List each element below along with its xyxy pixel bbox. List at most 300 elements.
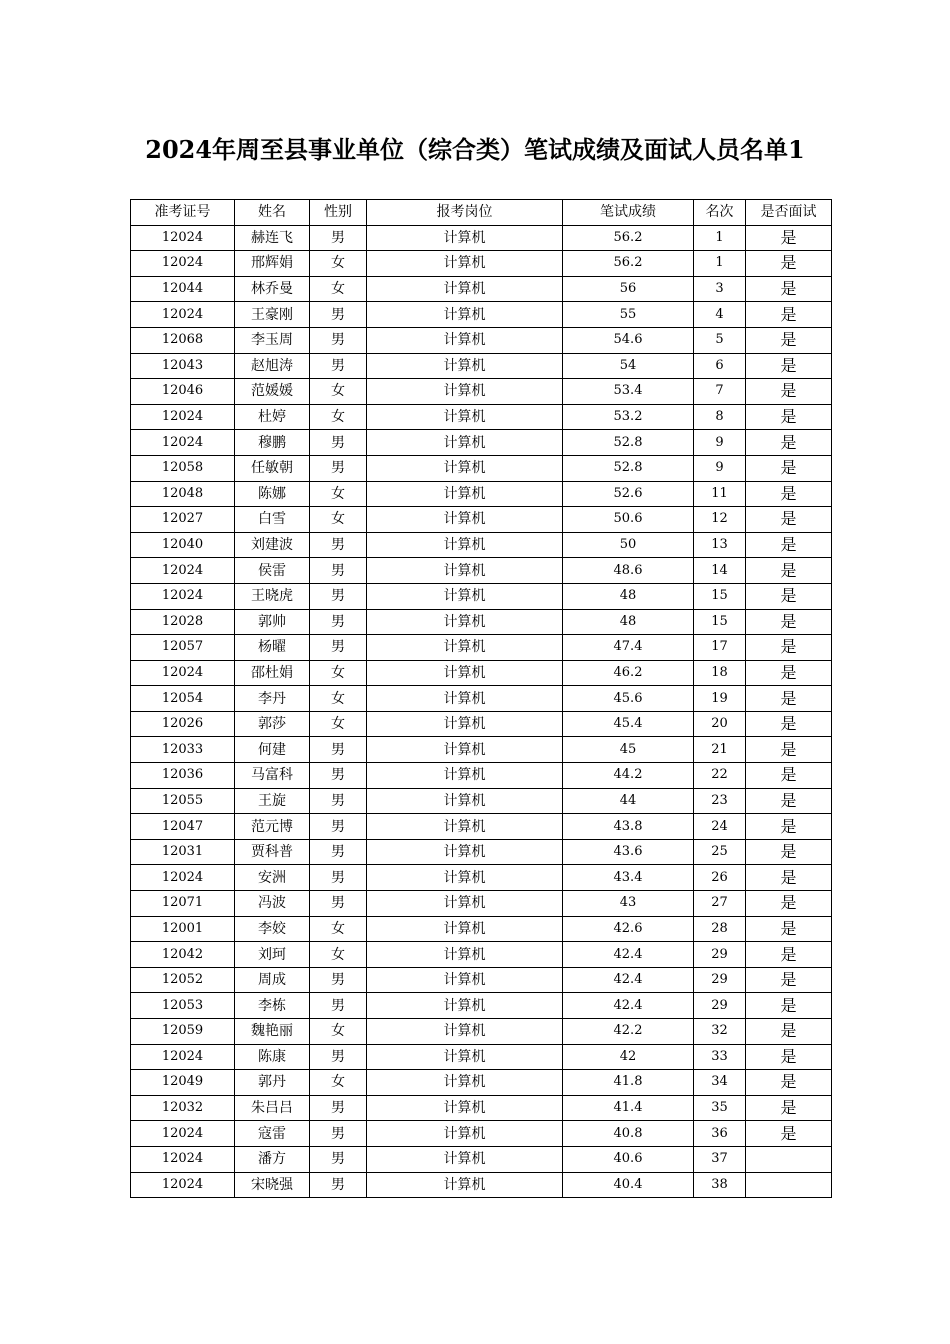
table-row bbox=[131, 251, 832, 277]
name-cell: 宋晓强 bbox=[235, 1172, 310, 1198]
interview-cell: 是 bbox=[746, 404, 832, 430]
score-cell: 48 bbox=[563, 583, 694, 609]
gender-cell: 女 bbox=[310, 251, 367, 277]
gender-cell: 男 bbox=[310, 763, 367, 789]
gender-cell: 男 bbox=[310, 1172, 367, 1198]
gender-cell: 男 bbox=[310, 865, 367, 891]
header-interview: 是否面试 bbox=[746, 200, 832, 226]
rank-cell: 24 bbox=[694, 814, 746, 840]
name-cell: 魏艳丽 bbox=[235, 1019, 310, 1045]
score-cell: 54 bbox=[563, 353, 694, 379]
score-cell: 43.4 bbox=[563, 865, 694, 891]
position-cell: 计算机 bbox=[367, 635, 563, 661]
rank-cell: 35 bbox=[694, 1095, 746, 1121]
exam-id-cell: 12054 bbox=[131, 686, 235, 712]
interview-cell: 是 bbox=[746, 609, 832, 635]
score-cell: 50 bbox=[563, 532, 694, 558]
position-cell: 计算机 bbox=[367, 891, 563, 917]
rank-cell: 23 bbox=[694, 788, 746, 814]
score-cell: 52.8 bbox=[563, 455, 694, 481]
name-cell: 李栋 bbox=[235, 993, 310, 1019]
gender-cell: 男 bbox=[310, 635, 367, 661]
position-cell: 计算机 bbox=[367, 1121, 563, 1147]
position-cell: 计算机 bbox=[367, 609, 563, 635]
score-cell: 43 bbox=[563, 891, 694, 917]
gender-cell: 女 bbox=[310, 686, 367, 712]
exam-id-cell: 12024 bbox=[131, 1146, 235, 1172]
position-cell: 计算机 bbox=[367, 225, 563, 251]
name-cell: 王旋 bbox=[235, 788, 310, 814]
exam-id-cell: 12053 bbox=[131, 993, 235, 1019]
exam-id-cell: 12024 bbox=[131, 404, 235, 430]
name-cell: 李姣 bbox=[235, 916, 310, 942]
exam-id-cell: 12047 bbox=[131, 814, 235, 840]
name-cell: 赵旭涛 bbox=[235, 353, 310, 379]
interview-cell: 是 bbox=[746, 327, 832, 353]
interview-cell: 是 bbox=[746, 507, 832, 533]
page-title: 2024年周至县事业单位（综合类）笔试成绩及面试人员名单1 bbox=[145, 135, 805, 164]
position-cell: 计算机 bbox=[367, 507, 563, 533]
gender-cell: 女 bbox=[310, 942, 367, 968]
rank-cell: 29 bbox=[694, 993, 746, 1019]
gender-cell: 男 bbox=[310, 455, 367, 481]
gender-cell: 男 bbox=[310, 1121, 367, 1147]
exam-id-cell: 12049 bbox=[131, 1070, 235, 1096]
exam-id-cell: 12042 bbox=[131, 942, 235, 968]
table-row bbox=[131, 1070, 832, 1096]
exam-id-cell: 12024 bbox=[131, 1044, 235, 1070]
gender-cell: 女 bbox=[310, 1019, 367, 1045]
rank-cell: 1 bbox=[694, 251, 746, 277]
position-cell: 计算机 bbox=[367, 660, 563, 686]
name-cell: 穆鹏 bbox=[235, 430, 310, 456]
position-cell: 计算机 bbox=[367, 993, 563, 1019]
position-cell: 计算机 bbox=[367, 1095, 563, 1121]
table-row bbox=[131, 430, 832, 456]
exam-id-cell: 12024 bbox=[131, 251, 235, 277]
score-cell: 42.6 bbox=[563, 916, 694, 942]
score-cell: 48 bbox=[563, 609, 694, 635]
table-row bbox=[131, 1095, 832, 1121]
exam-id-cell: 12024 bbox=[131, 1172, 235, 1198]
position-cell: 计算机 bbox=[367, 1146, 563, 1172]
interview-cell: 是 bbox=[746, 1070, 832, 1096]
interview-cell: 是 bbox=[746, 788, 832, 814]
rank-cell: 5 bbox=[694, 327, 746, 353]
position-cell: 计算机 bbox=[367, 814, 563, 840]
gender-cell: 男 bbox=[310, 225, 367, 251]
exam-id-cell: 12001 bbox=[131, 916, 235, 942]
interview-cell: 是 bbox=[746, 379, 832, 405]
name-cell: 范元博 bbox=[235, 814, 310, 840]
rank-cell: 20 bbox=[694, 711, 746, 737]
rank-cell: 9 bbox=[694, 430, 746, 456]
score-cell: 44.2 bbox=[563, 763, 694, 789]
interview-cell: 是 bbox=[746, 251, 832, 277]
rank-cell: 6 bbox=[694, 353, 746, 379]
rank-cell: 22 bbox=[694, 763, 746, 789]
score-cell: 40.8 bbox=[563, 1121, 694, 1147]
table-row bbox=[131, 353, 832, 379]
gender-cell: 男 bbox=[310, 302, 367, 328]
name-cell: 寇雷 bbox=[235, 1121, 310, 1147]
rank-cell: 8 bbox=[694, 404, 746, 430]
exam-id-cell: 12024 bbox=[131, 558, 235, 584]
name-cell: 潘方 bbox=[235, 1146, 310, 1172]
position-cell: 计算机 bbox=[367, 839, 563, 865]
table-row bbox=[131, 1121, 832, 1147]
position-cell: 计算机 bbox=[367, 532, 563, 558]
name-cell: 郭帅 bbox=[235, 609, 310, 635]
interview-cell: 是 bbox=[746, 532, 832, 558]
table-row bbox=[131, 711, 832, 737]
position-cell: 计算机 bbox=[367, 1172, 563, 1198]
table-row bbox=[131, 967, 832, 993]
exam-id-cell: 12055 bbox=[131, 788, 235, 814]
table-row bbox=[131, 1146, 832, 1172]
gender-cell: 男 bbox=[310, 1146, 367, 1172]
gender-cell: 男 bbox=[310, 993, 367, 1019]
position-cell: 计算机 bbox=[367, 865, 563, 891]
score-cell: 43.6 bbox=[563, 839, 694, 865]
name-cell: 杜婷 bbox=[235, 404, 310, 430]
interview-cell: 是 bbox=[746, 763, 832, 789]
rank-cell: 26 bbox=[694, 865, 746, 891]
score-cell: 53.4 bbox=[563, 379, 694, 405]
interview-cell: 是 bbox=[746, 967, 832, 993]
position-cell: 计算机 bbox=[367, 942, 563, 968]
table-row bbox=[131, 302, 832, 328]
gender-cell: 女 bbox=[310, 1070, 367, 1096]
position-cell: 计算机 bbox=[367, 583, 563, 609]
header-rank: 名次 bbox=[694, 200, 746, 226]
rank-cell: 34 bbox=[694, 1070, 746, 1096]
interview-cell: 是 bbox=[746, 660, 832, 686]
position-cell: 计算机 bbox=[367, 967, 563, 993]
score-cell: 55 bbox=[563, 302, 694, 328]
interview-cell: 是 bbox=[746, 276, 832, 302]
name-cell: 王豪刚 bbox=[235, 302, 310, 328]
rank-cell: 32 bbox=[694, 1019, 746, 1045]
exam-id-cell: 12046 bbox=[131, 379, 235, 405]
gender-cell: 男 bbox=[310, 327, 367, 353]
table-row bbox=[131, 379, 832, 405]
position-cell: 计算机 bbox=[367, 379, 563, 405]
gender-cell: 男 bbox=[310, 967, 367, 993]
score-cell: 44 bbox=[563, 788, 694, 814]
name-cell: 邢辉娟 bbox=[235, 251, 310, 277]
table-row bbox=[131, 276, 832, 302]
interview-cell: 是 bbox=[746, 1019, 832, 1045]
name-cell: 马富科 bbox=[235, 763, 310, 789]
rank-cell: 7 bbox=[694, 379, 746, 405]
name-cell: 李玉周 bbox=[235, 327, 310, 353]
interview-cell: 是 bbox=[746, 1095, 832, 1121]
table-row bbox=[131, 455, 832, 481]
score-cell: 42.4 bbox=[563, 967, 694, 993]
exam-id-cell: 12059 bbox=[131, 1019, 235, 1045]
table-row bbox=[131, 865, 832, 891]
interview-cell: 是 bbox=[746, 814, 832, 840]
name-cell: 何建 bbox=[235, 737, 310, 763]
position-cell: 计算机 bbox=[367, 302, 563, 328]
name-cell: 杨曜 bbox=[235, 635, 310, 661]
score-cell: 53.2 bbox=[563, 404, 694, 430]
interview-cell: 是 bbox=[746, 558, 832, 584]
name-cell: 侯雷 bbox=[235, 558, 310, 584]
score-cell: 42.4 bbox=[563, 942, 694, 968]
gender-cell: 男 bbox=[310, 737, 367, 763]
position-cell: 计算机 bbox=[367, 1019, 563, 1045]
gender-cell: 女 bbox=[310, 276, 367, 302]
score-cell: 41.4 bbox=[563, 1095, 694, 1121]
name-cell: 王晓虎 bbox=[235, 583, 310, 609]
score-cell: 42 bbox=[563, 1044, 694, 1070]
score-cell: 40.6 bbox=[563, 1146, 694, 1172]
rank-cell: 29 bbox=[694, 967, 746, 993]
rank-cell: 36 bbox=[694, 1121, 746, 1147]
score-cell: 56.2 bbox=[563, 251, 694, 277]
interview-cell: 是 bbox=[746, 865, 832, 891]
gender-cell: 男 bbox=[310, 558, 367, 584]
score-cell: 52.8 bbox=[563, 430, 694, 456]
exam-id-cell: 12024 bbox=[131, 302, 235, 328]
rank-cell: 38 bbox=[694, 1172, 746, 1198]
interview-cell: 是 bbox=[746, 942, 832, 968]
interview-cell: 是 bbox=[746, 302, 832, 328]
position-cell: 计算机 bbox=[367, 1044, 563, 1070]
position-cell: 计算机 bbox=[367, 711, 563, 737]
rank-cell: 29 bbox=[694, 942, 746, 968]
rank-cell: 28 bbox=[694, 916, 746, 942]
interview-cell: 是 bbox=[746, 225, 832, 251]
gender-cell: 女 bbox=[310, 916, 367, 942]
table-row bbox=[131, 327, 832, 353]
name-cell: 任敏朝 bbox=[235, 455, 310, 481]
name-cell: 冯波 bbox=[235, 891, 310, 917]
position-cell: 计算机 bbox=[367, 558, 563, 584]
rank-cell: 27 bbox=[694, 891, 746, 917]
gender-cell: 女 bbox=[310, 481, 367, 507]
header-name: 姓名 bbox=[235, 200, 310, 226]
position-cell: 计算机 bbox=[367, 353, 563, 379]
rank-cell: 15 bbox=[694, 609, 746, 635]
gender-cell: 男 bbox=[310, 353, 367, 379]
table-row bbox=[131, 635, 832, 661]
exam-id-cell: 12024 bbox=[131, 430, 235, 456]
exam-id-cell: 12028 bbox=[131, 609, 235, 635]
name-cell: 贾科普 bbox=[235, 839, 310, 865]
table-row bbox=[131, 763, 832, 789]
exam-id-cell: 12040 bbox=[131, 532, 235, 558]
position-cell: 计算机 bbox=[367, 455, 563, 481]
exam-id-cell: 12027 bbox=[131, 507, 235, 533]
score-cell: 56 bbox=[563, 276, 694, 302]
name-cell: 朱吕吕 bbox=[235, 1095, 310, 1121]
exam-id-cell: 12024 bbox=[131, 865, 235, 891]
results-table bbox=[130, 199, 832, 1198]
rank-cell: 37 bbox=[694, 1146, 746, 1172]
table-row bbox=[131, 1019, 832, 1045]
exam-id-cell: 12068 bbox=[131, 327, 235, 353]
interview-cell: 是 bbox=[746, 635, 832, 661]
score-cell: 42.2 bbox=[563, 1019, 694, 1045]
table-row bbox=[131, 839, 832, 865]
table-row bbox=[131, 1044, 832, 1070]
gender-cell: 女 bbox=[310, 404, 367, 430]
exam-id-cell: 12057 bbox=[131, 635, 235, 661]
gender-cell: 男 bbox=[310, 609, 367, 635]
interview-cell: 是 bbox=[746, 891, 832, 917]
rank-cell: 25 bbox=[694, 839, 746, 865]
interview-cell: 是 bbox=[746, 1044, 832, 1070]
exam-id-cell: 12031 bbox=[131, 839, 235, 865]
table-row bbox=[131, 686, 832, 712]
gender-cell: 男 bbox=[310, 788, 367, 814]
interview-cell: 是 bbox=[746, 737, 832, 763]
position-cell: 计算机 bbox=[367, 430, 563, 456]
position-cell: 计算机 bbox=[367, 481, 563, 507]
gender-cell: 男 bbox=[310, 1095, 367, 1121]
interview-cell: 是 bbox=[746, 686, 832, 712]
position-cell: 计算机 bbox=[367, 327, 563, 353]
score-cell: 43.8 bbox=[563, 814, 694, 840]
rank-cell: 21 bbox=[694, 737, 746, 763]
rank-cell: 3 bbox=[694, 276, 746, 302]
name-cell: 赫连飞 bbox=[235, 225, 310, 251]
position-cell: 计算机 bbox=[367, 276, 563, 302]
name-cell: 范媛媛 bbox=[235, 379, 310, 405]
position-cell: 计算机 bbox=[367, 404, 563, 430]
interview-cell: 是 bbox=[746, 583, 832, 609]
table-row bbox=[131, 814, 832, 840]
table-header bbox=[131, 200, 832, 226]
table-row bbox=[131, 993, 832, 1019]
gender-cell: 女 bbox=[310, 660, 367, 686]
exam-id-cell: 12026 bbox=[131, 711, 235, 737]
score-cell: 45.6 bbox=[563, 686, 694, 712]
rank-cell: 15 bbox=[694, 583, 746, 609]
score-cell: 47.4 bbox=[563, 635, 694, 661]
rank-cell: 12 bbox=[694, 507, 746, 533]
score-cell: 52.6 bbox=[563, 481, 694, 507]
interview-cell: 是 bbox=[746, 481, 832, 507]
gender-cell: 女 bbox=[310, 711, 367, 737]
header-position: 报考岗位 bbox=[367, 200, 563, 226]
interview-cell: 是 bbox=[746, 1121, 832, 1147]
position-cell: 计算机 bbox=[367, 737, 563, 763]
table-row bbox=[131, 942, 832, 968]
table-row bbox=[131, 532, 832, 558]
exam-id-cell: 12032 bbox=[131, 1095, 235, 1121]
header-row bbox=[131, 200, 832, 226]
interview-cell: 是 bbox=[746, 993, 832, 1019]
name-cell: 陈娜 bbox=[235, 481, 310, 507]
rank-cell: 4 bbox=[694, 302, 746, 328]
table-body bbox=[131, 225, 832, 1198]
exam-id-cell: 12052 bbox=[131, 967, 235, 993]
table-row bbox=[131, 788, 832, 814]
score-cell: 45 bbox=[563, 737, 694, 763]
name-cell: 陈康 bbox=[235, 1044, 310, 1070]
name-cell: 邵杜娟 bbox=[235, 660, 310, 686]
rank-cell: 19 bbox=[694, 686, 746, 712]
name-cell: 安洲 bbox=[235, 865, 310, 891]
header-score: 笔试成绩 bbox=[563, 200, 694, 226]
position-cell: 计算机 bbox=[367, 916, 563, 942]
table-row bbox=[131, 916, 832, 942]
gender-cell: 男 bbox=[310, 583, 367, 609]
table-row bbox=[131, 225, 832, 251]
name-cell: 刘建波 bbox=[235, 532, 310, 558]
exam-id-cell: 12071 bbox=[131, 891, 235, 917]
interview-cell bbox=[746, 1172, 832, 1198]
table-row bbox=[131, 1172, 832, 1198]
score-cell: 46.2 bbox=[563, 660, 694, 686]
exam-id-cell: 12033 bbox=[131, 737, 235, 763]
score-cell: 50.6 bbox=[563, 507, 694, 533]
exam-id-cell: 12043 bbox=[131, 353, 235, 379]
interview-cell: 是 bbox=[746, 916, 832, 942]
score-cell: 42.4 bbox=[563, 993, 694, 1019]
exam-id-cell: 12058 bbox=[131, 455, 235, 481]
header-gender: 性别 bbox=[310, 200, 367, 226]
gender-cell: 男 bbox=[310, 839, 367, 865]
rank-cell: 13 bbox=[694, 532, 746, 558]
rank-cell: 11 bbox=[694, 481, 746, 507]
interview-cell: 是 bbox=[746, 839, 832, 865]
table-row bbox=[131, 507, 832, 533]
rank-cell: 9 bbox=[694, 455, 746, 481]
score-cell: 41.8 bbox=[563, 1070, 694, 1096]
interview-cell: 是 bbox=[746, 430, 832, 456]
gender-cell: 男 bbox=[310, 891, 367, 917]
interview-cell: 是 bbox=[746, 353, 832, 379]
gender-cell: 男 bbox=[310, 1044, 367, 1070]
header-exam-id: 准考证号 bbox=[131, 200, 235, 226]
table-row bbox=[131, 737, 832, 763]
table-row bbox=[131, 481, 832, 507]
table-row bbox=[131, 404, 832, 430]
position-cell: 计算机 bbox=[367, 763, 563, 789]
table-row bbox=[131, 660, 832, 686]
interview-cell: 是 bbox=[746, 455, 832, 481]
rank-cell: 17 bbox=[694, 635, 746, 661]
gender-cell: 男 bbox=[310, 430, 367, 456]
exam-id-cell: 12024 bbox=[131, 660, 235, 686]
name-cell: 刘珂 bbox=[235, 942, 310, 968]
exam-id-cell: 12024 bbox=[131, 583, 235, 609]
name-cell: 郭丹 bbox=[235, 1070, 310, 1096]
score-cell: 45.4 bbox=[563, 711, 694, 737]
interview-cell: 是 bbox=[746, 711, 832, 737]
table-row bbox=[131, 891, 832, 917]
position-cell: 计算机 bbox=[367, 686, 563, 712]
name-cell: 李丹 bbox=[235, 686, 310, 712]
gender-cell: 女 bbox=[310, 507, 367, 533]
position-cell: 计算机 bbox=[367, 251, 563, 277]
exam-id-cell: 12024 bbox=[131, 225, 235, 251]
gender-cell: 女 bbox=[310, 379, 367, 405]
exam-id-cell: 12024 bbox=[131, 1121, 235, 1147]
exam-id-cell: 12048 bbox=[131, 481, 235, 507]
name-cell: 林乔曼 bbox=[235, 276, 310, 302]
score-cell: 48.6 bbox=[563, 558, 694, 584]
interview-cell bbox=[746, 1146, 832, 1172]
name-cell: 周成 bbox=[235, 967, 310, 993]
score-cell: 56.2 bbox=[563, 225, 694, 251]
name-cell: 郭莎 bbox=[235, 711, 310, 737]
